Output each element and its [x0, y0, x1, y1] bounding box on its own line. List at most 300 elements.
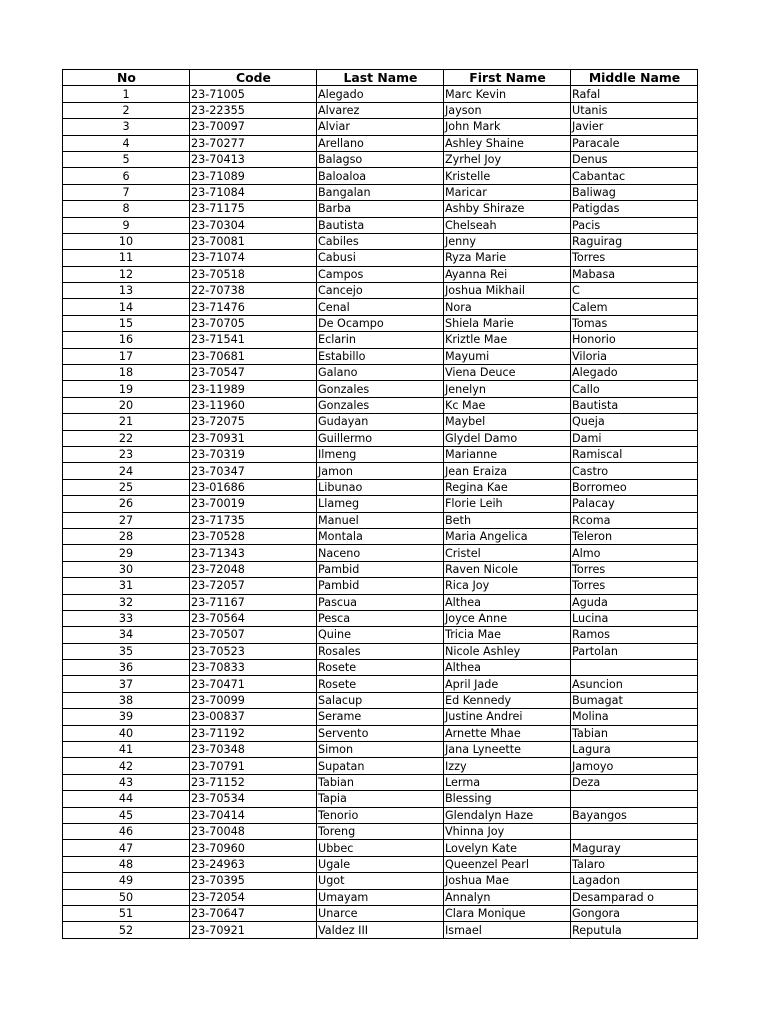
cell-no: 3 [63, 119, 190, 135]
cell-no: 17 [63, 348, 190, 364]
cell-middle-name: Mabasa [571, 266, 698, 282]
header-first-name: First Name [444, 70, 571, 86]
cell-code: 23-70833 [190, 660, 317, 676]
cell-code: 23-70277 [190, 135, 317, 151]
cell-middle-name: Partolan [571, 643, 698, 659]
table-row [63, 496, 698, 512]
table-row [63, 135, 698, 151]
cell-last-name: Tapia [317, 791, 444, 807]
cell-no: 11 [63, 250, 190, 266]
cell-no: 23 [63, 446, 190, 462]
cell-first-name: Lerma [444, 774, 571, 790]
table-row [63, 397, 698, 413]
cell-no: 33 [63, 610, 190, 626]
cell-code: 23-70019 [190, 496, 317, 512]
cell-last-name: Llameg [317, 496, 444, 512]
cell-middle-name: Cabantac [571, 168, 698, 184]
cell-middle-name: Deza [571, 774, 698, 790]
table-row [63, 217, 698, 233]
cell-last-name: Jamon [317, 463, 444, 479]
cell-first-name: Queenzel Pearl [444, 856, 571, 872]
cell-last-name: Gonzales [317, 397, 444, 413]
table-row [63, 709, 698, 725]
cell-code: 23-70319 [190, 446, 317, 462]
cell-first-name: Kc Mae [444, 397, 571, 413]
cell-code: 23-72048 [190, 561, 317, 577]
cell-no: 25 [63, 479, 190, 495]
cell-first-name: Raven Nicole [444, 561, 571, 577]
cell-code: 23-70518 [190, 266, 317, 282]
cell-code: 23-70471 [190, 676, 317, 692]
cell-last-name: Salacup [317, 692, 444, 708]
cell-middle-name: Lagadon [571, 873, 698, 889]
cell-last-name: Gudayan [317, 414, 444, 430]
cell-code: 23-71005 [190, 86, 317, 102]
cell-first-name: Glendalyn Haze [444, 807, 571, 823]
cell-last-name: Ubbec [317, 840, 444, 856]
cell-no: 37 [63, 676, 190, 692]
cell-last-name: Cenal [317, 299, 444, 315]
table-row [63, 905, 698, 921]
cell-last-name: Pambid [317, 561, 444, 577]
cell-last-name: Ilmeng [317, 446, 444, 462]
cell-last-name: Supatan [317, 758, 444, 774]
cell-first-name: Ashley Shaine [444, 135, 571, 151]
cell-middle-name: Patigdas [571, 201, 698, 217]
cell-middle-name [571, 660, 698, 676]
cell-first-name: Izzy [444, 758, 571, 774]
cell-no: 39 [63, 709, 190, 725]
cell-first-name: Jana Lyneette [444, 742, 571, 758]
cell-no: 36 [63, 660, 190, 676]
cell-middle-name: Torres [571, 561, 698, 577]
cell-no: 1 [63, 86, 190, 102]
cell-code: 23-72057 [190, 578, 317, 594]
cell-last-name: Unarce [317, 905, 444, 921]
cell-first-name: Joyce Anne [444, 610, 571, 626]
cell-last-name: Serame [317, 709, 444, 725]
cell-code: 23-70081 [190, 233, 317, 249]
cell-last-name: Bangalan [317, 184, 444, 200]
cell-middle-name: Palacay [571, 496, 698, 512]
cell-code: 23-01686 [190, 479, 317, 495]
table-row [63, 184, 698, 200]
cell-first-name: Lovelyn Kate [444, 840, 571, 856]
table-row [63, 381, 698, 397]
cell-middle-name: Bayangos [571, 807, 698, 823]
cell-no: 50 [63, 889, 190, 905]
table-row [63, 528, 698, 544]
table-row [63, 660, 698, 676]
cell-last-name: Valdez III [317, 922, 444, 938]
cell-middle-name: Talaro [571, 856, 698, 872]
table-row [63, 512, 698, 528]
cell-first-name: Maria Angelica [444, 528, 571, 544]
cell-last-name: Cabiles [317, 233, 444, 249]
cell-code: 23-70099 [190, 692, 317, 708]
cell-code: 23-00837 [190, 709, 317, 725]
cell-first-name: Chelseah [444, 217, 571, 233]
cell-first-name: Viena Deuce [444, 365, 571, 381]
cell-code: 23-70921 [190, 922, 317, 938]
cell-middle-name: Alegado [571, 365, 698, 381]
cell-first-name: Maybel [444, 414, 571, 430]
cell-no: 21 [63, 414, 190, 430]
cell-last-name: Pambid [317, 578, 444, 594]
cell-first-name: Regina Kae [444, 479, 571, 495]
table-row [63, 627, 698, 643]
cell-middle-name: Honorio [571, 332, 698, 348]
cell-no: 45 [63, 807, 190, 823]
cell-last-name: Manuel [317, 512, 444, 528]
cell-last-name: Balagso [317, 151, 444, 167]
cell-middle-name: Asuncion [571, 676, 698, 692]
cell-first-name: Jean Eraiza [444, 463, 571, 479]
cell-code: 23-70395 [190, 873, 317, 889]
cell-no: 32 [63, 594, 190, 610]
cell-last-name: Galano [317, 365, 444, 381]
cell-last-name: Libunao [317, 479, 444, 495]
cell-code: 23-70791 [190, 758, 317, 774]
cell-code: 23-11989 [190, 381, 317, 397]
cell-middle-name: Molina [571, 709, 698, 725]
cell-code: 23-70413 [190, 151, 317, 167]
table-row [63, 430, 698, 446]
cell-first-name: Kriztle Mae [444, 332, 571, 348]
cell-last-name: De Ocampo [317, 315, 444, 331]
header-code: Code [190, 70, 317, 86]
header-last-name: Last Name [317, 70, 444, 86]
cell-middle-name: Viloria [571, 348, 698, 364]
cell-middle-name: Lucina [571, 610, 698, 626]
cell-last-name: Montala [317, 528, 444, 544]
cell-last-name: Bautista [317, 217, 444, 233]
cell-code: 23-70564 [190, 610, 317, 626]
cell-last-name: Rosete [317, 660, 444, 676]
cell-no: 52 [63, 922, 190, 938]
cell-code: 23-71152 [190, 774, 317, 790]
cell-middle-name: Maguray [571, 840, 698, 856]
table-row [63, 594, 698, 610]
cell-middle-name: Rafal [571, 86, 698, 102]
cell-last-name: Umayam [317, 889, 444, 905]
cell-middle-name: Ramos [571, 627, 698, 643]
cell-last-name: Rosales [317, 643, 444, 659]
cell-code: 23-71089 [190, 168, 317, 184]
cell-first-name: Annalyn [444, 889, 571, 905]
cell-first-name: Justine Andrei [444, 709, 571, 725]
cell-first-name: Jenny [444, 233, 571, 249]
cell-no: 46 [63, 823, 190, 839]
cell-middle-name: Torres [571, 250, 698, 266]
cell-no: 8 [63, 201, 190, 217]
cell-code: 22-70738 [190, 283, 317, 299]
cell-no: 10 [63, 233, 190, 249]
cell-no: 43 [63, 774, 190, 790]
cell-code: 23-70304 [190, 217, 317, 233]
table-row [63, 725, 698, 741]
table-row [63, 250, 698, 266]
cell-code: 23-70347 [190, 463, 317, 479]
cell-middle-name [571, 791, 698, 807]
cell-no: 16 [63, 332, 190, 348]
table-row [63, 758, 698, 774]
cell-first-name: Marianne [444, 446, 571, 462]
table-row [63, 578, 698, 594]
cell-code: 23-72075 [190, 414, 317, 430]
cell-code: 23-70931 [190, 430, 317, 446]
cell-middle-name: Calem [571, 299, 698, 315]
cell-middle-name: Raguirag [571, 233, 698, 249]
cell-middle-name: Torres [571, 578, 698, 594]
table-row [63, 151, 698, 167]
cell-middle-name: Almo [571, 545, 698, 561]
cell-no: 2 [63, 102, 190, 118]
cell-no: 20 [63, 397, 190, 413]
table-row [63, 233, 698, 249]
cell-no: 48 [63, 856, 190, 872]
cell-first-name: Nora [444, 299, 571, 315]
cell-code: 23-71476 [190, 299, 317, 315]
cell-code: 23-70507 [190, 627, 317, 643]
cell-no: 31 [63, 578, 190, 594]
table-row [63, 676, 698, 692]
cell-middle-name: Javier [571, 119, 698, 135]
cell-middle-name: Denus [571, 151, 698, 167]
cell-code: 23-22355 [190, 102, 317, 118]
table-row [63, 889, 698, 905]
cell-first-name: Joshua Mae [444, 873, 571, 889]
cell-middle-name: Dami [571, 430, 698, 446]
cell-first-name: Maricar [444, 184, 571, 200]
cell-first-name: Ismael [444, 922, 571, 938]
cell-code: 23-71541 [190, 332, 317, 348]
table-row [63, 856, 698, 872]
cell-last-name: Cabusi [317, 250, 444, 266]
cell-no: 7 [63, 184, 190, 200]
cell-no: 41 [63, 742, 190, 758]
cell-code: 23-24963 [190, 856, 317, 872]
cell-no: 24 [63, 463, 190, 479]
cell-no: 12 [63, 266, 190, 282]
cell-middle-name: Queja [571, 414, 698, 430]
cell-first-name: Jenelyn [444, 381, 571, 397]
cell-code: 23-70348 [190, 742, 317, 758]
cell-code: 23-70534 [190, 791, 317, 807]
cell-code: 23-70547 [190, 365, 317, 381]
cell-middle-name: Callo [571, 381, 698, 397]
cell-code: 23-71192 [190, 725, 317, 741]
cell-first-name: John Mark [444, 119, 571, 135]
cell-middle-name: Bumagat [571, 692, 698, 708]
cell-middle-name: Castro [571, 463, 698, 479]
cell-first-name: April Jade [444, 676, 571, 692]
cell-first-name: Vhinna Joy [444, 823, 571, 839]
cell-first-name: Zyrhel Joy [444, 151, 571, 167]
cell-middle-name: Paracale [571, 135, 698, 151]
cell-code: 23-71167 [190, 594, 317, 610]
cell-middle-name: Gongora [571, 905, 698, 921]
table-row [63, 807, 698, 823]
cell-no: 49 [63, 873, 190, 889]
cell-no: 14 [63, 299, 190, 315]
cell-middle-name: Bautista [571, 397, 698, 413]
table-row [63, 299, 698, 315]
table-row [63, 463, 698, 479]
cell-first-name: Joshua Mikhail [444, 283, 571, 299]
cell-first-name: Shiela Marie [444, 315, 571, 331]
cell-no: 6 [63, 168, 190, 184]
cell-middle-name: Borromeo [571, 479, 698, 495]
table-row [63, 545, 698, 561]
cell-code: 23-71074 [190, 250, 317, 266]
table-row [63, 201, 698, 217]
table-row [63, 266, 698, 282]
cell-first-name: Florie Leih [444, 496, 571, 512]
cell-code: 23-70523 [190, 643, 317, 659]
cell-no: 40 [63, 725, 190, 741]
table-row [63, 86, 698, 102]
cell-code: 23-70528 [190, 528, 317, 544]
cell-no: 5 [63, 151, 190, 167]
cell-last-name: Tabian [317, 774, 444, 790]
header-middle-name: Middle Name [571, 70, 698, 86]
cell-first-name: Blessing [444, 791, 571, 807]
table-row [63, 692, 698, 708]
cell-last-name: Rosete [317, 676, 444, 692]
cell-code: 23-71175 [190, 201, 317, 217]
cell-middle-name: Rcoma [571, 512, 698, 528]
student-list-table [62, 69, 698, 939]
cell-no: 34 [63, 627, 190, 643]
cell-first-name: Rica Joy [444, 578, 571, 594]
cell-first-name: Arnette Mhae [444, 725, 571, 741]
cell-last-name: Guillermo [317, 430, 444, 446]
cell-middle-name: Pacis [571, 217, 698, 233]
cell-code: 23-70681 [190, 348, 317, 364]
cell-no: 13 [63, 283, 190, 299]
cell-last-name: Simon [317, 742, 444, 758]
cell-first-name: Althea [444, 660, 571, 676]
cell-code: 23-70705 [190, 315, 317, 331]
cell-first-name: Ashby Shiraze [444, 201, 571, 217]
table-row [63, 823, 698, 839]
cell-last-name: Pesca [317, 610, 444, 626]
table-row [63, 348, 698, 364]
cell-first-name: Ryza Marie [444, 250, 571, 266]
table-row [63, 315, 698, 331]
header-no: No [63, 70, 190, 86]
cell-no: 26 [63, 496, 190, 512]
cell-no: 18 [63, 365, 190, 381]
cell-first-name: Nicole Ashley [444, 643, 571, 659]
table-row [63, 922, 698, 938]
cell-last-name: Gonzales [317, 381, 444, 397]
table-row [63, 414, 698, 430]
table-row [63, 742, 698, 758]
cell-last-name: Baloaloa [317, 168, 444, 184]
cell-no: 51 [63, 905, 190, 921]
cell-no: 30 [63, 561, 190, 577]
cell-first-name: Althea [444, 594, 571, 610]
cell-no: 42 [63, 758, 190, 774]
cell-code: 23-11960 [190, 397, 317, 413]
cell-middle-name: Jamoyo [571, 758, 698, 774]
cell-last-name: Estabillo [317, 348, 444, 364]
cell-last-name: Quine [317, 627, 444, 643]
cell-code: 23-71343 [190, 545, 317, 561]
cell-no: 4 [63, 135, 190, 151]
cell-middle-name: Aguda [571, 594, 698, 610]
cell-last-name: Ugot [317, 873, 444, 889]
cell-code: 23-70097 [190, 119, 317, 135]
cell-middle-name [571, 823, 698, 839]
cell-first-name: Jayson [444, 102, 571, 118]
cell-no: 29 [63, 545, 190, 561]
cell-no: 28 [63, 528, 190, 544]
table-row [63, 774, 698, 790]
cell-middle-name: C [571, 283, 698, 299]
cell-first-name: Beth [444, 512, 571, 528]
cell-last-name: Pascua [317, 594, 444, 610]
cell-no: 47 [63, 840, 190, 856]
cell-code: 23-71735 [190, 512, 317, 528]
cell-last-name: Toreng [317, 823, 444, 839]
table-row [63, 332, 698, 348]
cell-code: 23-72054 [190, 889, 317, 905]
cell-middle-name: Tabian [571, 725, 698, 741]
cell-first-name: Clara Monique [444, 905, 571, 921]
cell-first-name: Mayumi [444, 348, 571, 364]
cell-middle-name: Utanis [571, 102, 698, 118]
table-row [63, 643, 698, 659]
cell-first-name: Marc Kevin [444, 86, 571, 102]
cell-first-name: Ed Kennedy [444, 692, 571, 708]
cell-last-name: Servento [317, 725, 444, 741]
cell-no: 22 [63, 430, 190, 446]
cell-last-name: Eclarin [317, 332, 444, 348]
cell-code: 23-70414 [190, 807, 317, 823]
cell-middle-name: Baliwag [571, 184, 698, 200]
cell-code: 23-70048 [190, 823, 317, 839]
table-row [63, 610, 698, 626]
table-row [63, 840, 698, 856]
cell-last-name: Tenorio [317, 807, 444, 823]
table-row [63, 479, 698, 495]
cell-last-name: Alegado [317, 86, 444, 102]
cell-middle-name: Desamparad o [571, 889, 698, 905]
table-row [63, 283, 698, 299]
cell-code: 23-70960 [190, 840, 317, 856]
cell-middle-name: Lagura [571, 742, 698, 758]
cell-last-name: Arellano [317, 135, 444, 151]
cell-last-name: Ugale [317, 856, 444, 872]
cell-middle-name: Tomas [571, 315, 698, 331]
table-row [63, 102, 698, 118]
cell-first-name: Glydel Damo [444, 430, 571, 446]
cell-no: 9 [63, 217, 190, 233]
table-row [63, 446, 698, 462]
cell-last-name: Alviar [317, 119, 444, 135]
cell-no: 15 [63, 315, 190, 331]
cell-last-name: Cancejo [317, 283, 444, 299]
cell-no: 35 [63, 643, 190, 659]
cell-no: 44 [63, 791, 190, 807]
cell-middle-name: Ramiscal [571, 446, 698, 462]
cell-code: 23-70647 [190, 905, 317, 921]
table-row [63, 791, 698, 807]
table-row [63, 365, 698, 381]
